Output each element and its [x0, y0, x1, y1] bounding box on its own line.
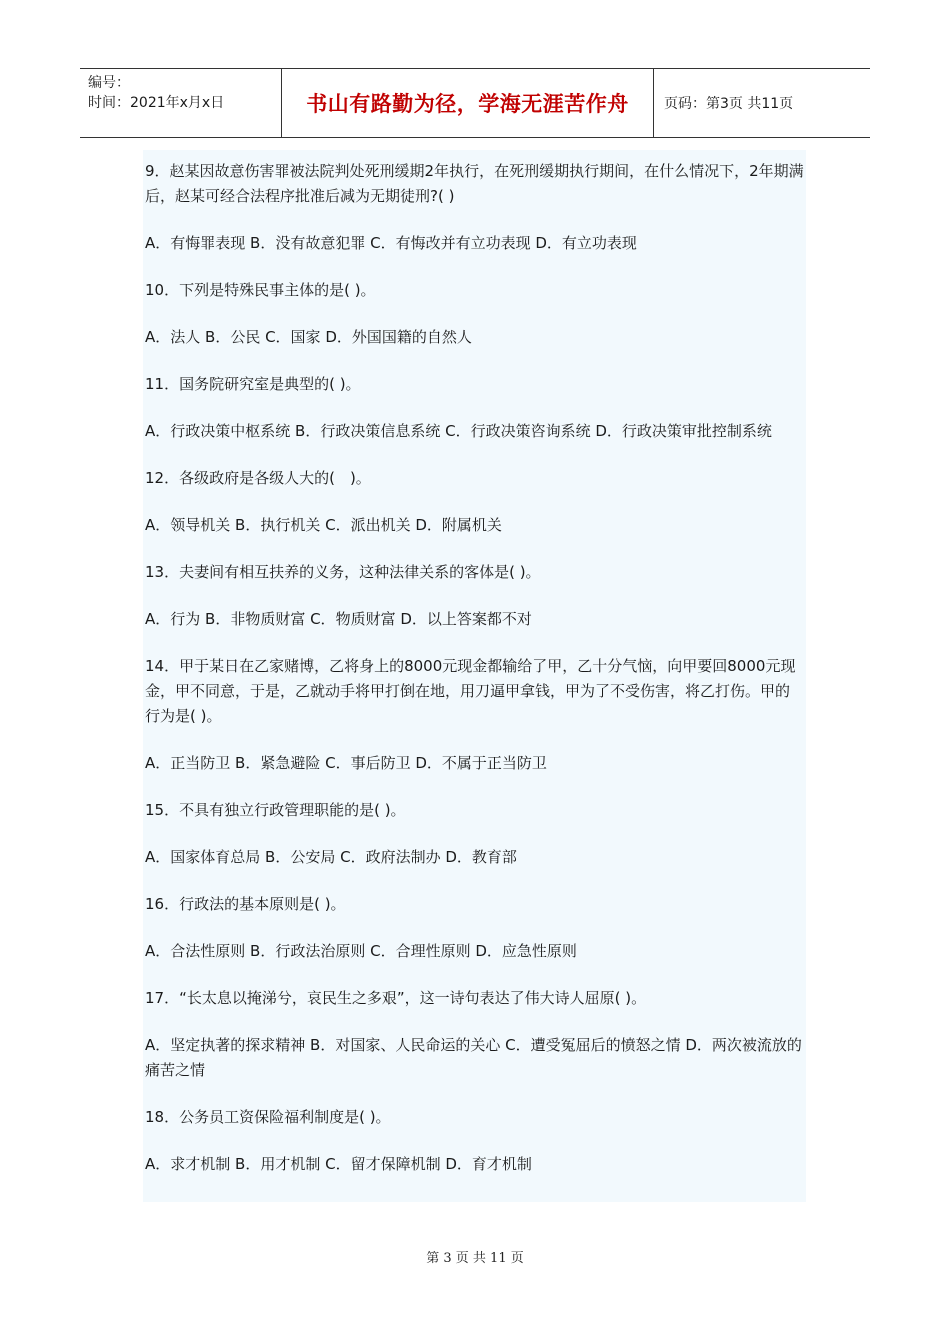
options-10: A．法人 B．公民 C．国家 D．外国国籍的自然人 [145, 328, 472, 346]
page-header [80, 68, 870, 138]
question-17: 17．“长太息以掩涕兮，哀民生之多艰”，这一诗句表达了伟大诗人屈原( )。 [145, 989, 647, 1007]
question-13: 13．夫妻间有相互扶养的义务，这种法律关系的客体是( )。 [145, 563, 541, 581]
header-motto: 书山有路勤为径，学海无涯苦作舟 [306, 92, 629, 116]
header-page-info: 页码：第3页 共11页 [664, 96, 794, 112]
question-12: 12．各级政府是各级人大的( )。 [145, 469, 371, 487]
header-page-info-cell [654, 69, 870, 137]
question-9: 9．赵某因故意伤害罪被法院判处死刑缓期2年执行，在死刑缓期执行期间，在什么情况下，2年期满后，赵某可经合法程序批准后减为无期徒刑?( ) [145, 162, 804, 205]
options-12: A．领导机关 B．执行机关 C．派出机关 D．附属机关 [145, 516, 502, 534]
header-left-cell [80, 69, 282, 137]
options-9: A．有悔罪表现 B．没有故意犯罪 C．有悔改并有立功表现 D．有立功表现 [145, 234, 637, 252]
page-footer: 第 3 页 共 11 页 [426, 1251, 524, 1266]
question-15: 15．不具有独立行政管理职能的是( )。 [145, 801, 406, 819]
options-17: A．坚定执著的探求精神 B．对国家、人民命运的关心 C．遭受冤屈后的愤怒之情 D．两次被流放的痛苦之情 [145, 1036, 802, 1079]
date-label: 时间：2021年x月x日 [88, 95, 225, 111]
header-motto-cell [282, 69, 654, 137]
options-13: A．行为 B．非物质财富 C．物质财富 D．以上答案都不对 [145, 610, 532, 628]
question-14: 14．甲于某日在乙家赌博，乙将身上的8000元现金都输给了甲，乙十分气恼，向甲要回8000元现金，甲不同意，于是，乙就动手将甲打倒在地，用刀逼甲拿钱，甲为了不受伤害，将乙打伤。甲的行为是( )。 [145, 657, 796, 725]
options-15: A．国家体育总局 B．公安局 C．政府法制办 D．教育部 [145, 848, 517, 866]
question-10: 10．下列是特殊民事主体的是( )。 [145, 281, 376, 299]
options-14: A．正当防卫 B．紧急避险 C．事后防卫 D．不属于正当防卫 [145, 754, 547, 772]
options-18: A．求才机制 B．用才机制 C．留才保障机制 D．育才机制 [145, 1155, 532, 1173]
question-11: 11．国务院研究室是典型的( )。 [145, 375, 361, 393]
serial-number-label: 编号： [88, 75, 130, 91]
question-content [143, 150, 806, 1202]
question-16: 16．行政法的基本原则是( )。 [145, 895, 346, 913]
options-11: A．行政决策中枢系统 B．行政决策信息系统 C．行政决策咨询系统 D．行政决策审批控制系统 [145, 422, 772, 440]
options-16: A．合法性原则 B．行政法治原则 C．合理性原则 D．应急性原则 [145, 942, 577, 960]
question-18: 18．公务员工资保险福利制度是( )。 [145, 1108, 391, 1126]
